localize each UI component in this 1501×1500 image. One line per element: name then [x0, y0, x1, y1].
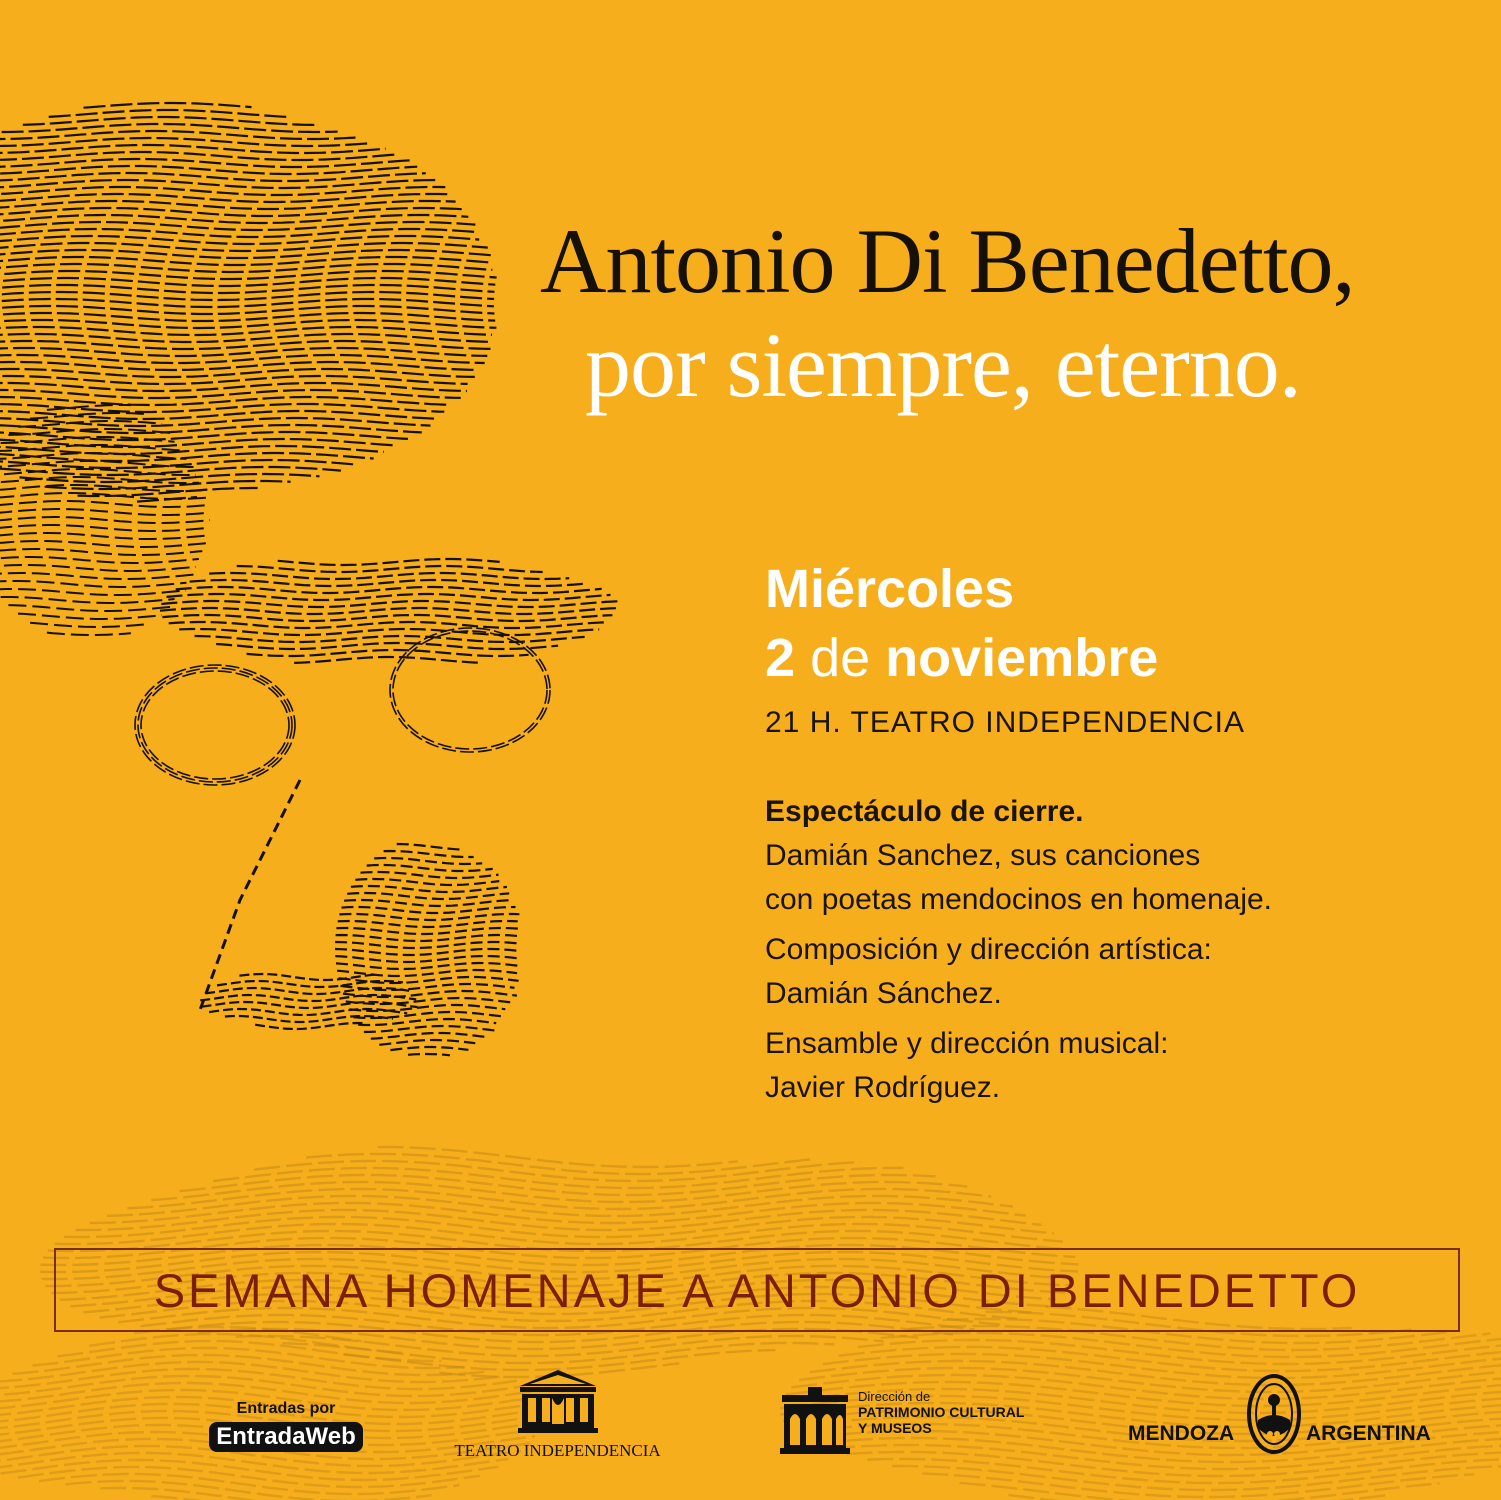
details-line: Composición y dirección artística: [765, 933, 1212, 966]
argentina-text: ARGENTINA [1306, 1422, 1431, 1445]
week-banner [54, 1248, 1460, 1332]
museum-building-icon [780, 1385, 850, 1457]
theater-building-icon [516, 1368, 600, 1434]
patrimonio-logo [780, 1385, 1025, 1462]
week-banner-text: SEMANA HOMENAJE A ANTONIO DI BENEDETTO [153, 1263, 1361, 1317]
mendoza-argentina-logo [1128, 1370, 1438, 1460]
event-date-number: 2 [765, 628, 796, 688]
details-line: Javier Rodríguez. [765, 1071, 1001, 1104]
patrimonio-line1: Dirección de [858, 1389, 931, 1404]
event-date [765, 627, 1158, 689]
details-line: Damián Sanchez, sus canciones [765, 839, 1201, 872]
coat-of-arms-icon [1246, 1370, 1302, 1456]
patrimonio-line2: PATRIMONIO CULTURAL [858, 1404, 1025, 1420]
portrait-illustration [0, 0, 700, 1140]
event-date-de: de [810, 628, 871, 688]
details-line: con poetas mendocinos en homenaje. [765, 883, 1273, 916]
teatro-independencia-logo [445, 1368, 670, 1461]
event-weekday: Miércoles [765, 559, 1015, 619]
event-details [765, 790, 1272, 1110]
entradaweb-logo [198, 1400, 374, 1452]
event-date-month: noviembre [885, 628, 1159, 688]
details-line: Damián Sánchez. [765, 977, 1002, 1010]
patrimonio-line3: Y MUSEOS [858, 1420, 932, 1436]
entradaweb-prefix: Entradas por [236, 1400, 336, 1417]
teatro-name: TEATRO INDEPENDENCIA [454, 1441, 661, 1460]
mendoza-text: MENDOZA [1128, 1422, 1235, 1445]
event-time-venue: 21 H. TEATRO INDEPENDENCIA [765, 706, 1245, 739]
poster-subtitle: por siempre, eterno. [585, 314, 1301, 416]
details-line: Ensamble y dirección musical: [765, 1027, 1169, 1060]
poster-title: Antonio Di Benedetto, [540, 210, 1355, 312]
entradaweb-name: EntradaWeb [209, 1422, 363, 1452]
details-heading: Espectáculo de cierre. [765, 795, 1084, 828]
